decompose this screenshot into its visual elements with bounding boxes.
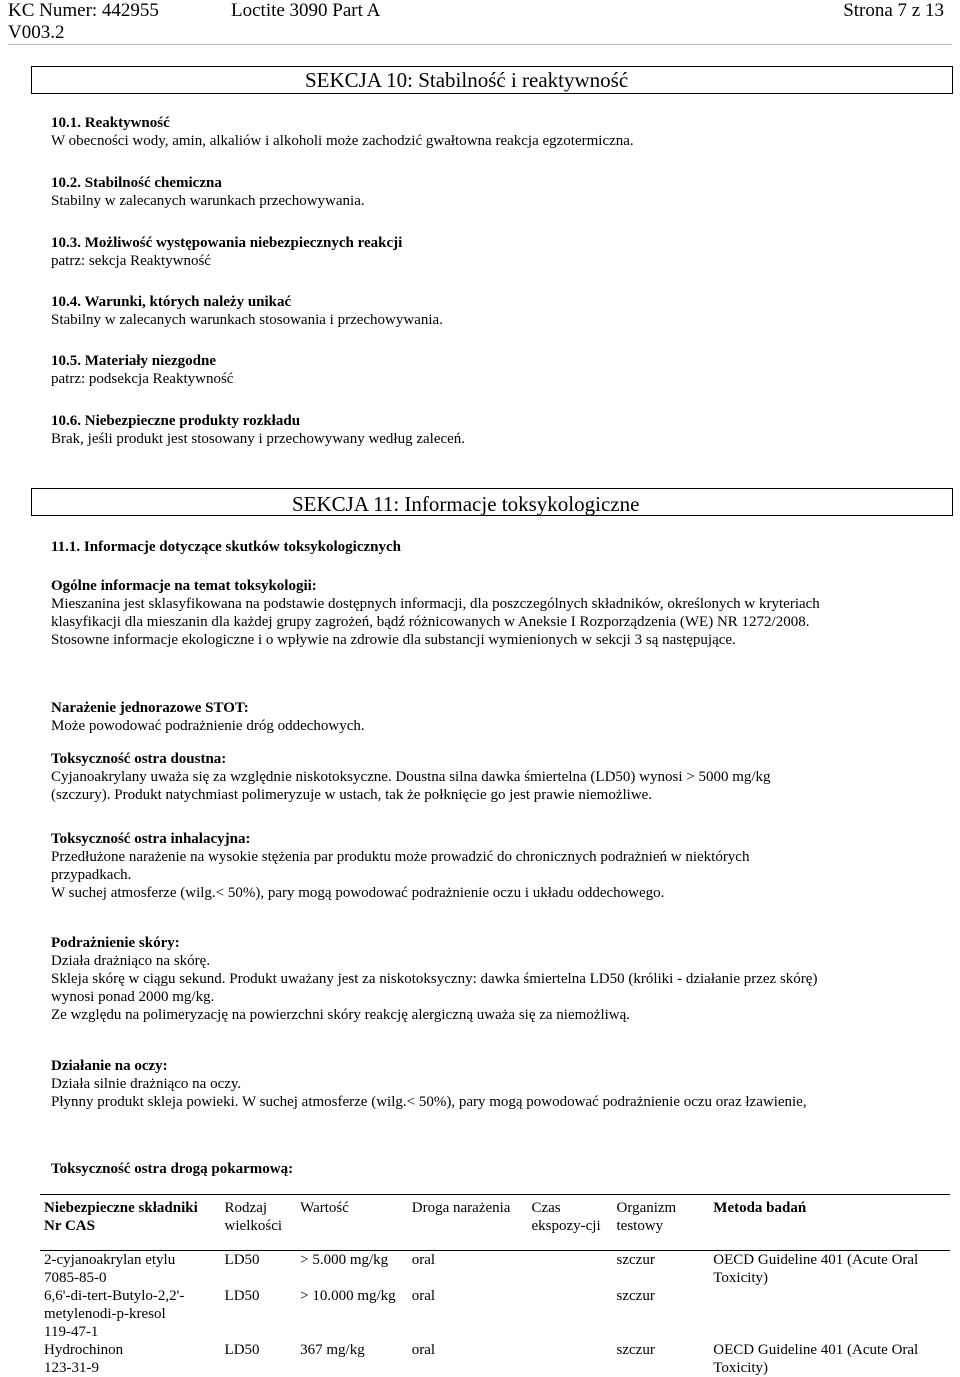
inhalation-line: Przedłużone narażenie na wysokie stężenia par produktu może prowadzić do chronicznych podrażnień w niektórych (51, 849, 750, 865)
oral-toxicity-line: Cyjanoakrylany uważa się za względnie niskotoksyczne. Doustna silna dawka śmiertelna (LD50) wynosi > 5000 mg/kg (51, 769, 771, 785)
cell-value: 367 mg/kg (300, 1342, 365, 1358)
eye-heading: Działanie na oczy: (51, 1058, 168, 1074)
cell-organism: szczur (616, 1342, 655, 1358)
cell-route: oral (411, 1342, 436, 1358)
cell-value: > 5.000 mg/kg (300, 1252, 389, 1268)
skin-line: Działa drażniąco na skórę. (51, 953, 211, 969)
item-heading: 10.2. Stabilność chemiczna (51, 175, 222, 191)
general-info-line: klasyfikacji dla mieszanin dla każdej grupy zagrożeń, bądź różnicowanych w Aneksie I Rozporządzenia (WE) NR 1272/2008. (51, 614, 810, 630)
oral-toxicity-line: (szczury). Produkt natychmiast polimeryzuje w ustach, tak że połknięcie go jest prawie niemożliwe. (51, 787, 653, 803)
section-10-item (51, 412, 940, 448)
cell-organism: szczur (616, 1288, 655, 1304)
table-row (40, 1287, 950, 1341)
oral-toxicity-heading: Toksyczność ostra doustna: (51, 751, 227, 767)
stot-heading: Narażenie jednorazowe STOT: (51, 700, 249, 716)
item-text: patrz: podsekcja Reaktywność (51, 371, 234, 387)
cell-component (40, 1341, 221, 1377)
page-header (8, 0, 944, 44)
general-info-heading: Ogólne informacje na temat toksykologii: (51, 578, 317, 594)
cell-route: oral (411, 1252, 436, 1268)
version: V003.2 (8, 22, 65, 43)
skin-heading: Podrażnienie skóry: (51, 935, 180, 951)
table-row (40, 1341, 950, 1377)
skin-line: wynosi ponad 2000 mg/kg. (51, 989, 215, 1005)
cell-type: LD50 (224, 1252, 260, 1268)
eye-line: Działa silnie drażniąco na oczy. (51, 1076, 242, 1092)
section-10-title: SEKCJA 10: Stabilność i reaktywność (305, 68, 629, 92)
section-10-item (51, 234, 940, 270)
item-text: Brak, jeśli produkt jest stosowany i przechowywany według zaleceń. (51, 431, 466, 447)
col-header-time: Czas ekspozy-cji (527, 1195, 612, 1251)
section-10-item (51, 114, 940, 150)
cell-method: OECD Guideline 401 (Acute Oral Toxicity) (713, 1342, 919, 1376)
skin-line: Skleja skórę w ciągu sekund. Produkt uważany jest za niskotoksyczny: dawka śmiertelna LD50 (króliki - działanie przez skórę) (51, 971, 818, 987)
section-10-item (51, 174, 940, 210)
section-10-item (51, 352, 940, 388)
inhalation-line: W suchej atmosferze (wilg.< 50%), pary mogą powodować podrażnienie oczu i układu oddechowego. (51, 885, 665, 901)
component-cas: 7085-85-0 (44, 1270, 107, 1286)
toxicity-table (40, 1194, 950, 1377)
item-heading: 10.1. Reaktywność (51, 115, 170, 131)
component-name: 2-cyjanoakrylan etylu (44, 1252, 176, 1268)
general-info-line: Stosowne informacje ekologiczne i o wpływie na zdrowie dla substancji wymienionych w sekcji 3 są następujące. (51, 632, 736, 648)
col-header-route: Droga narażenia (408, 1195, 528, 1251)
col-header-method: Metoda badań (709, 1195, 950, 1251)
cell-component (40, 1287, 221, 1341)
eye-line: Płynny produkt skleja powieki. W suchej atmosferze (wilg.< 50%), pary mogą powodować podrażnienie oczu oraz łzawienie, (51, 1094, 807, 1110)
item-text: Stabilny w zalecanych warunkach stosowania i przechowywania. (51, 312, 443, 328)
table-header-row (40, 1195, 950, 1251)
cell-method (709, 1287, 950, 1341)
eye-effects-block (51, 1057, 940, 1111)
cell-value: > 10.000 mg/kg (300, 1288, 396, 1304)
general-info (51, 577, 940, 649)
section-10-item (51, 293, 940, 329)
col-header-type: Rodzaj wielkości (221, 1195, 297, 1251)
inhalation-line: przypadkach. (51, 867, 132, 883)
item-text: patrz: sekcja Reaktywność (51, 253, 211, 269)
header-divider (8, 44, 952, 45)
component-name: 6,6'-di-tert-Butylo-2,2'-metylenodi-p-kresol (44, 1288, 185, 1322)
cell-organism: szczur (616, 1252, 655, 1268)
item-heading: 10.3. Możliwość występowania niebezpiecznych reakcji (51, 235, 403, 251)
inhalation-heading: Toksyczność ostra inhalacyjna: (51, 831, 251, 847)
stot-block (51, 699, 940, 735)
col-header-value: Wartość (296, 1195, 408, 1251)
inhalation-toxicity-block (51, 830, 940, 902)
section-11-subheading: 11.1. Informacje dotyczące skutków toksykologicznych (51, 539, 401, 555)
general-info-line: Mieszanina jest sklasyfikowana na podstawie dostępnych informacji, dla poszczególnych składników, określonych w kryteriach (51, 596, 820, 612)
component-name: Hydrochinon (44, 1342, 124, 1358)
cell-time (527, 1341, 612, 1377)
page-number: Strona 7 z 13 (843, 0, 944, 21)
section-11-subheading-block (51, 538, 940, 556)
cell-route: oral (411, 1288, 436, 1304)
cell-component (40, 1251, 221, 1288)
table-title: Toksyczność ostra drogą pokarmową: (51, 1161, 294, 1177)
component-cas: 119-47-1 (44, 1324, 99, 1340)
stot-line: Może powodować podrażnienie dróg oddechowych. (51, 718, 365, 734)
table-row (40, 1251, 950, 1288)
item-heading: 10.5. Materiały niezgodne (51, 353, 216, 369)
kc-number: KC Numer: 442955 (8, 0, 159, 21)
col-header-organism: Organizm testowy (613, 1195, 710, 1251)
item-heading: 10.4. Warunki, których należy unikać (51, 294, 292, 310)
table-title-block (51, 1160, 940, 1178)
item-heading: 10.6. Niebezpieczne produkty rozkładu (51, 413, 301, 429)
cell-type: LD50 (224, 1288, 260, 1304)
oral-toxicity-block (51, 750, 940, 804)
cell-type: LD50 (224, 1342, 260, 1358)
cell-method: OECD Guideline 401 (Acute Oral Toxicity) (713, 1252, 919, 1286)
cell-time (527, 1287, 612, 1341)
cell-time (527, 1251, 612, 1288)
section-11-title: SEKCJA 11: Informacje toksykologiczne (292, 492, 640, 516)
item-text: Stabilny w zalecanych warunkach przechowywania. (51, 193, 365, 209)
skin-line: Ze względu na polimeryzację na powierzchni skóry reakcję alergiczną uważa się za niemożliwą. (51, 1007, 631, 1023)
col-header-component: Niebezpieczne składniki Nr CAS (40, 1195, 221, 1251)
product-name: Loctite 3090 Part A (231, 0, 381, 21)
component-cas: 123-31-9 (44, 1360, 99, 1376)
skin-irritation-block (51, 934, 940, 1024)
item-text: W obecności wody, amin, alkaliów i alkoholi może zachodzić gwałtowna reakcja egzotermiczna. (51, 133, 634, 149)
